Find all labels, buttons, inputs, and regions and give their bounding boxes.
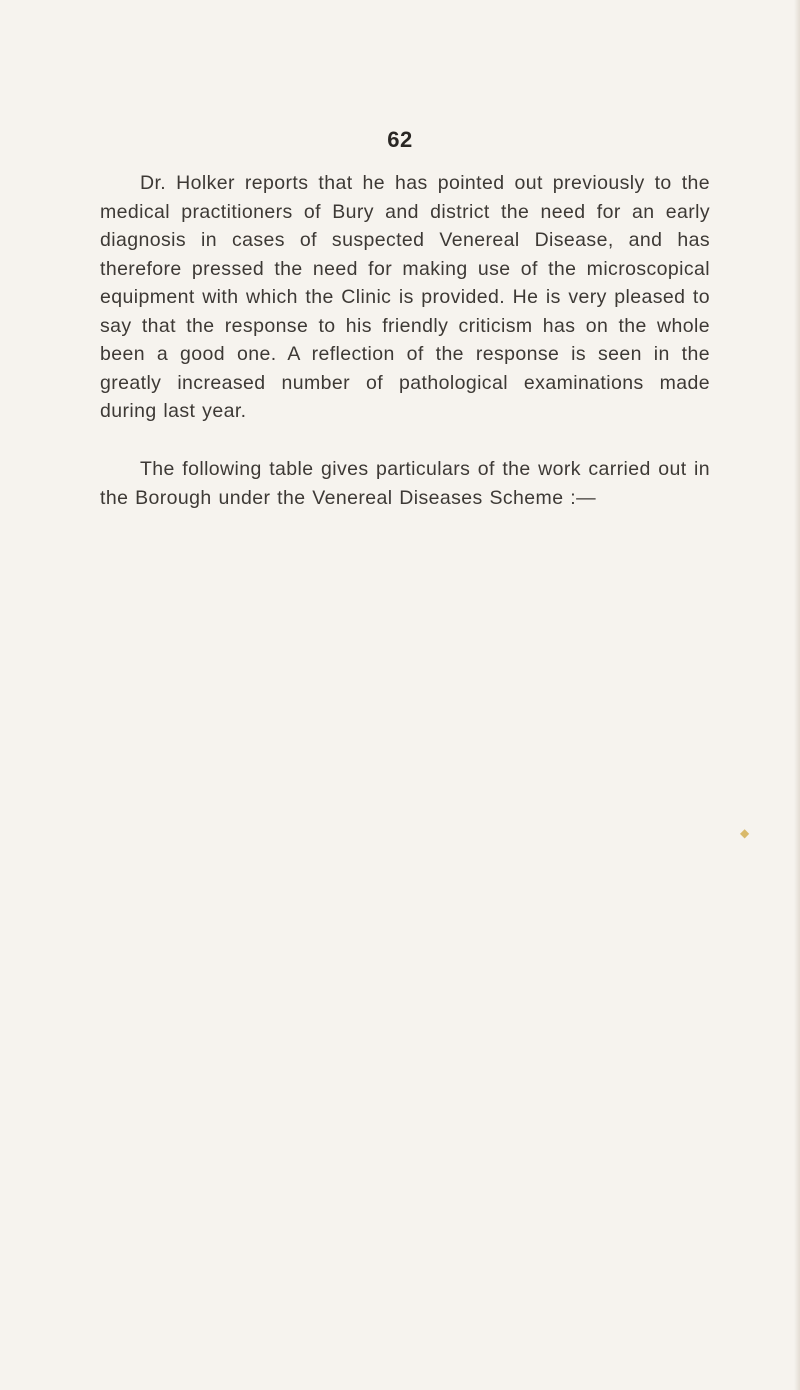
- page-number: 62: [387, 127, 413, 152]
- paragraph-table-intro: The following table gives particulars of the work carried out in the Borough under the Venereal Diseases Scheme :—: [100, 458, 710, 509]
- paper-speck-mark: ◆: [740, 826, 750, 840]
- paragraph-holker-report: Dr. Holker reports that he has pointed out previously to the medical practitioners of Bury and district the need for an early diagnosis in cases of suspected Venereal Disease, and has therefore pressed the need for making use of the microscopical equipment with which the Clinic is provided. He is very pleased to say that the response to his friendly criticism has on the whole been a good one. A reflection of the response is seen in the greatly increased number of pathological examinations made during last year.: [100, 172, 710, 422]
- page-edge-shadow: [794, 0, 800, 1390]
